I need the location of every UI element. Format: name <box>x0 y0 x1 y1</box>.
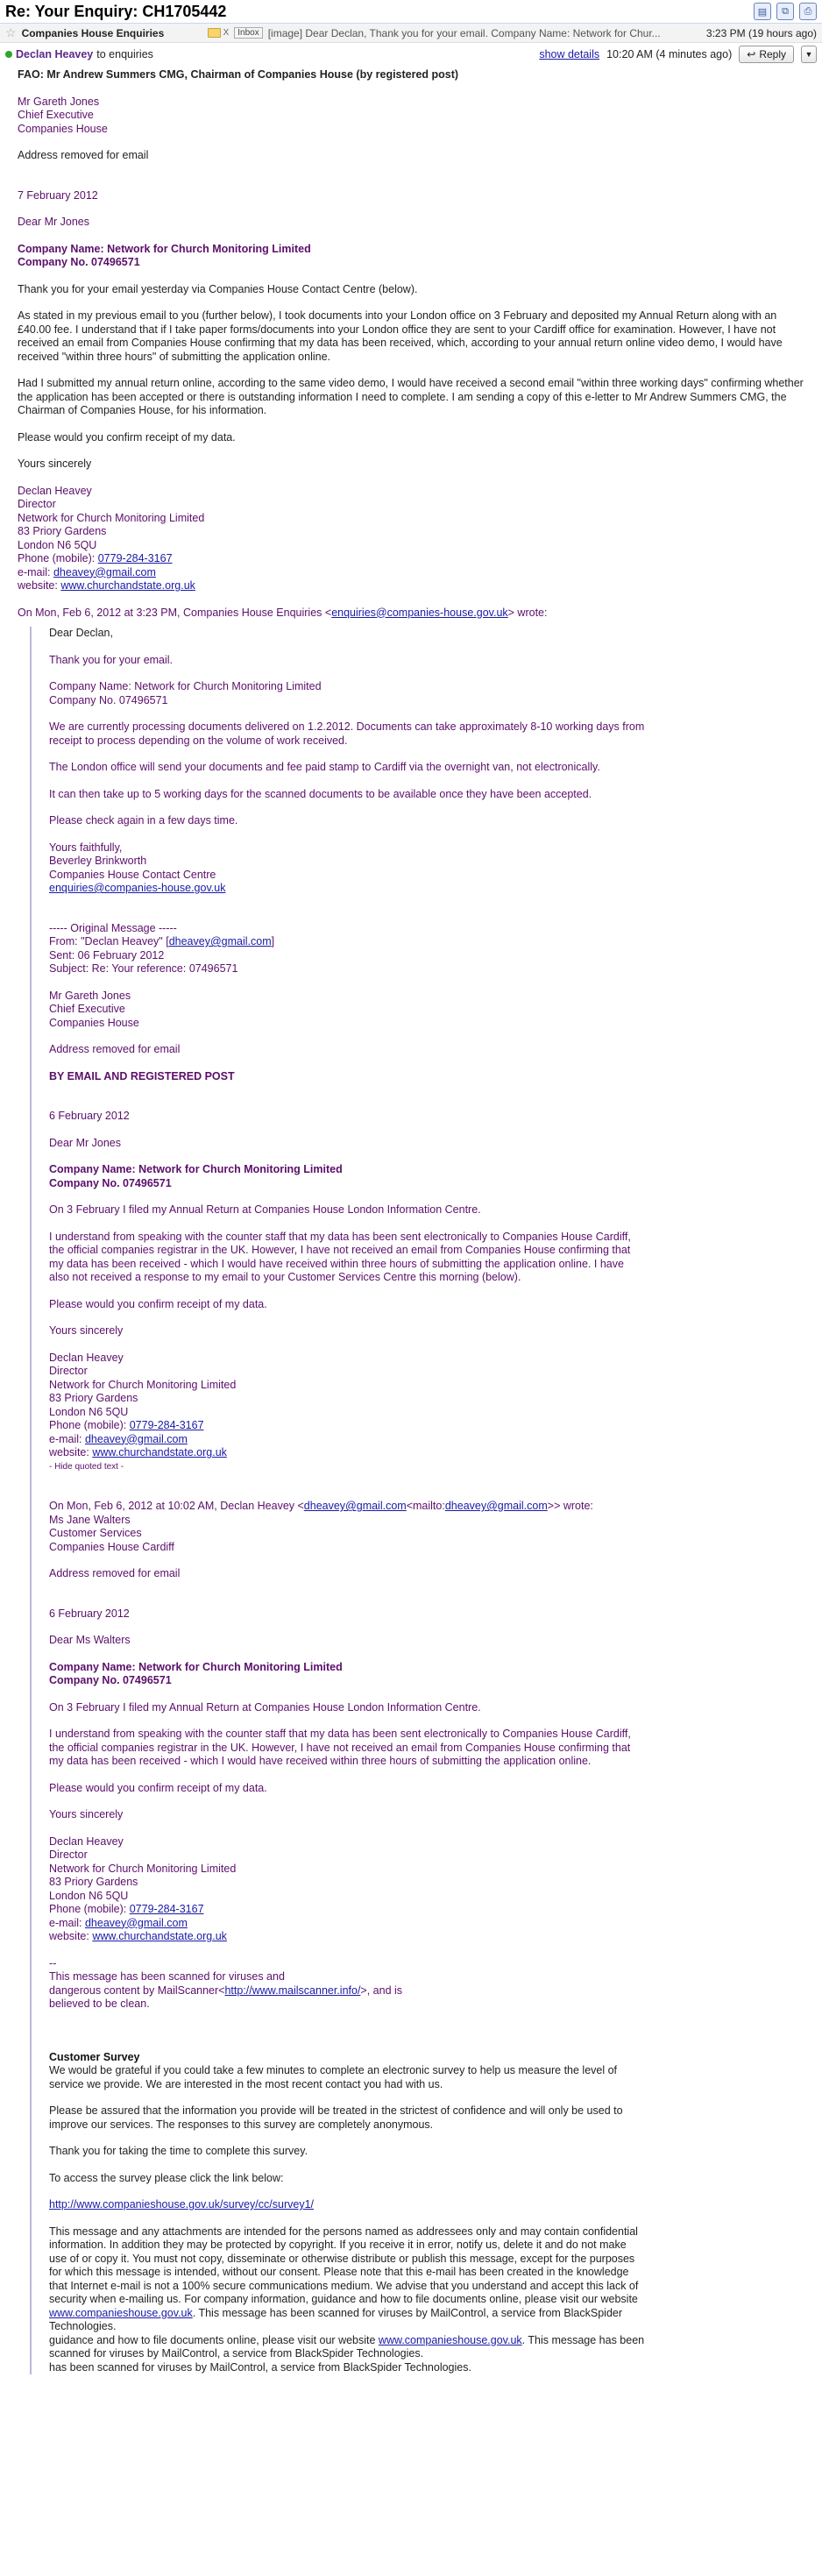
phone-link[interactable]: 0779-284-3167 <box>97 552 173 564</box>
online-status-icon <box>5 51 12 58</box>
more-actions-dropdown[interactable] <box>801 46 817 63</box>
disclaimer: This message and any attachments are intended for the persons named as addressees only and may contain confidential information. In addition they may be protected by copyright. If you receive it in error, notify us, delete it and do not make use of or copy it. You must not copy, disseminate or otherwise distribute or publish this message, except for the purposes for which this message is intended, without our consent. Please note that this e-mail has been created in the knowledge that Internet e-mail is not a 100% secure communications medium. We advise that you understand and accept this lack of security when e-mailing us. For company information, guidance and how to file documents online, please visit our website www.companieshouse.gov.uk. This message has been scanned for viruses by MailControl, a service from BlackSpider Technologies. <box>49 2225 639 2332</box>
letter-date: 7 February 2012 <box>18 188 98 202</box>
recipient-address: Mr Gareth Jones Chief Executive Companies House <box>18 95 108 135</box>
message-time: 10:20 AM (4 minutes ago) <box>606 47 733 60</box>
company-number: Company No. 07496571 <box>18 256 140 268</box>
closing: Yours sincerely <box>18 458 92 470</box>
email-link[interactable]: enquiries@companies-house.gov.uk <box>331 606 508 619</box>
fao-line: FAO: Mr Andrew Summers CMG, Chairman of Companies House (by registered post) <box>18 68 459 81</box>
email-subject: Re: Your Enquiry: CH1705442 <box>5 2 227 20</box>
website-link[interactable]: www.churchandstate.org.uk <box>92 1446 227 1458</box>
inbox-label: Inbox <box>234 27 262 39</box>
phone-link[interactable]: 0779-284-3167 <box>129 1419 204 1431</box>
paragraph: As stated in my previous email to you (further below), I took documents into your London office on 3 February and deposited my Annual Return along with an £40.00 fee. I understand that if I take paper forms/documents into your London office they are sent to your Cardiff office for examination. However, I have not received an email from Companies House confirming that my data has been received, which, according to your annual return online video demo, I would have received "within three hours" of submitting the application online. <box>18 309 783 363</box>
paragraph: Thank you for your email yesterday via Companies House Contact Centre (below). <box>18 282 418 295</box>
folder-icon <box>208 28 221 38</box>
new-window-icon[interactable]: ⧉ <box>776 3 794 20</box>
title-bar <box>0 0 822 24</box>
survey-link[interactable]: http://www.companieshouse.gov.uk/survey/cc/survey1/ <box>49 2198 314 2211</box>
customer-survey-section: Customer Survey We would be grateful if you could take a few minutes to complete an electronic survey to help us measure the level of service we provide. We are interested in the most recent contact you had with us. Please be assured that the information you provide will be treated in the strictest of confidence and will only be used to improve our services. The responses to this survey are completely anonymous. Thank you for taking the time to complete this survey. To access the survey please click the link below: http://www.companieshouse.gov.uk/survey/cc/survey1/ This message and any attachments are intended for the persons named as addressees only and may contain confidential information. In addition they may be protected by copyright. If you receive it in error, notify us, delete it and do not make use of or copy it. You must not copy, disseminate or otherwise distribute or publish this message, except for the purposes for which this message is intended, without our consent. Please note that this e-mail has been created in the knowledge that Internet e-mail is not a 100% secure communications medium. We advise that you understand and accept this lack of security when e-mailing us. For company information, guidance and how to file documents online, please visit our website www.companieshouse.gov.uk. This message has been scanned for viruses by MailControl, a service from BlackSpider Technologies. guidance and how to file documents online, please visit our website www.companieshouse.gov.uk. This message has been scanned for viruses by MailControl, a service from BlackSpider Technologies. has been scanned for viruses by MailControl, a service from BlackSpider Technologies. <box>49 2051 804 2375</box>
address-removed: Address removed for email <box>18 149 149 161</box>
email-link[interactable]: dheavey@gmail.com <box>53 565 156 578</box>
survey-title: Customer Survey <box>49 2050 140 2063</box>
expanded-message-header <box>0 43 822 65</box>
chevron-down-icon: ▼ <box>804 49 813 59</box>
label-chip-inbox[interactable] <box>234 27 262 39</box>
message-body <box>0 65 822 2374</box>
sender-name[interactable]: Declan Heavey <box>16 47 94 60</box>
phone-link[interactable]: 0779-284-3167 <box>129 1903 204 1915</box>
collapsed-message-header[interactable] <box>0 24 822 43</box>
mailscanner-link[interactable]: http://www.mailscanner.info/ <box>224 1983 361 1997</box>
email-link[interactable]: dheavey@gmail.com <box>84 1916 188 1929</box>
print-icon[interactable]: ▤ <box>754 3 771 20</box>
companieshouse-link[interactable]: www.companieshouse.gov.uk <box>49 2306 193 2319</box>
print-all-icon[interactable]: ⎙ <box>799 3 817 20</box>
message-snippet: [image] Dear Declan, Thank you for your email. Company Name: Network for Chur... <box>267 26 661 39</box>
recipient: to enquiries <box>96 47 153 60</box>
email-link[interactable]: dheavey@gmail.com <box>444 1500 548 1512</box>
paragraph: Had I submitted my annual return online, according to the same video demo, I would have received a second email "within three working days" confirming whether the application has been accepted or there is outstanding information I need to complete. I am sending a copy of this e-letter to Mr Andrew Summers CMG, the Chairman of Companies House, for his information. <box>18 377 804 416</box>
reply-label: Reply <box>759 47 786 60</box>
website-link[interactable]: www.churchandstate.org.uk <box>60 579 195 592</box>
salutation: Dear Mr Jones <box>18 216 89 228</box>
reply-button[interactable] <box>739 46 794 63</box>
remove-label-x[interactable]: X <box>223 28 230 38</box>
paragraph: Please would you confirm receipt of my data. <box>18 430 236 444</box>
label-chip-folder[interactable] <box>208 28 230 38</box>
companieshouse-link[interactable]: www.companieshouse.gov.uk <box>378 2333 522 2346</box>
company-name: Company Name: Network for Church Monitoring Limited <box>18 242 311 255</box>
email-link[interactable]: dheavey@gmail.com <box>303 1500 407 1512</box>
toolbar-icons <box>754 3 817 20</box>
original-message-header: ----- Original Message ----- From: "Declan Heavey" [dheavey@gmail.com] Sent: 06 February 2012 Subject: Re: Your reference: 07496571 Mr Gareth Jones Chief Executive Companies House Address removed for email BY EMAIL AND REGISTERED POST 6 February 2012 Dear Mr Jones Company Name: Network for Church Monitoring Limited Company No. 07496571 On 3 February I filed my Annual Return at Companies House London Information Centre. I understand from speaking with the counter staff that my data has been sent electronically to Companies House Cardiff, the official companies registrar in the UK. However, I have not received an email from Companies House confirming that my data has been received - which I would have received within three hours of submitting the application online. I have also not received a response to my email to your Customer Services Centre this morning (below). Please would you confirm receipt of my data. Yours sincerely Declan Heavey Director Network for Church Monitoring Limited 83 Priory Gardens London N6 5QU Phone (mobile): 0779-284-3167 e-mail: dheavey@gmail.com website: www.churchandstate.org.uk - Hide quoted text - On Mon, Feb 6, 2012 at 10:02 AM, Declan Heavey <dheavey@gmail.com<mailto:dheavey@gmail.com>> wrote: Ms Jane Walters Customer Services Companies House Cardiff Address removed for email 6 February 2012 Dear Ms Walters Company Name: Network for Church Monitoring Limited Company No. 07496571 On 3 February I filed my Annual Return at Companies House London Information Centre. I understand from speaking with the counter staff that my data has been sent electronically to Companies House Cardiff, the official companies registrar in the UK. However, I have not received an email from Companies House confirming that my data has been received - which I would have received within three hours of submitting the application online. Please would you confirm receipt of my data. Yours sincerely Declan Heavey Director Network for Church Monitoring Limited 83 Priory Gardens London N6 5QU Phone (mobile): 0779-284-3167 e-mail: dheavey@gmail.com website: www.churchandstate.org.uk -- This message has been scanned for viruses and dangerous content by MailScanner<http://www.mailscanner.info/>, and is believed to be clean. <box>49 922 804 2012</box>
quote-attribution: On Mon, Feb 6, 2012 at 3:23 PM, Companies House Enquiries <enquiries@companies-house.gov.uk> wrote: <box>18 606 548 619</box>
email-link[interactable]: enquiries@companies-house.gov.uk <box>49 882 226 894</box>
signature: Declan Heavey Director Network for Church Monitoring Limited 83 Priory Gardens London N6 5QU Phone (mobile): 0779-284-3167 e-mail: dheavey@gmail.com website: www.churchandstate.org.uk <box>18 484 205 592</box>
email-link[interactable]: dheavey@gmail.com <box>168 935 272 947</box>
website-link[interactable]: www.churchandstate.org.uk <box>92 1930 227 1942</box>
show-details-link[interactable]: show details <box>539 47 600 60</box>
reply-arrow-icon: ↩ <box>747 47 756 60</box>
collapsed-sender: Companies House Enquiries <box>21 26 165 39</box>
quoted-message: Dear Declan, Thank you for your email. Company Name: Network for Church Monitoring Limited Company No. 07496571 We are currently processing documents delivered on 1.2.2012. Documents can take approximately 8-10 working days from receipt to process depending on the volume of work received. The London office will send your documents and fee paid stamp to Cardiff via the overnight van, not electronically. It can then take up to 5 working days for the scanned documents to be available once they have been accepted. Please check again in a few days time. Yours faithfully, Beverley Brinkworth Companies House Contact Centre enquiries@companies-house.gov.uk ----- Original Message ----- From: "Declan Heavey" [dheavey@gmail.com] Sent: 06 February 2012 Subject: Re: Your reference: 07496571 Mr Gareth Jones Chief Executive Companies House Address removed for email BY EMAIL AND REGISTERED POST 6 February 2012 Dear Mr Jones Company Name: Network for Church Monitoring Limited Company No. 07496571 On 3 February I filed my Annual Return at Companies House London Information Centre. I understand from speaking with the counter staff that my data has been sent electronically to Companies House Cardiff, the official companies registrar in the UK. However, I have not received an email from Companies House confirming that my data has been received - which I would have received within three hours of submitting the application online. I have also not received a response to my email to your Customer Services Centre this morning (below). Please would you confirm receipt of my data. Yours sincerely Declan Heavey Director Network for Church Monitoring Limited 83 Priory Gardens London N6 5QU Phone (mobile): 0779-284-3167 e-mail: dheavey@gmail.com website: www.churchandstate.org.uk - Hide quoted text - On Mon, Feb 6, 2012 at 10:02 AM, Declan Heavey <dheavey@gmail.com<mailto:dheavey@gmail.com>> wrote: Ms Jane Walters Customer Services Companies House Cardiff Address removed for email 6 February 2012 Dear Ms Walters Company Name: Network for Church Monitoring Limited Company No. 07496571 On 3 February I filed my Annual Return at Companies House London Information Centre. I understand from speaking with the counter staff that my data has been sent electronically to Companies House Cardiff, the official companies registrar in the UK. However, I have not received an email from Companies House confirming that my data has been received - which I would have received within three hours of submitting the application online. Please would you confirm receipt of my data. Yours sincerely Declan Heavey Director Network for Church Monitoring Limited 83 Priory Gardens London N6 5QU Phone (mobile): 0779-284-3167 e-mail: dheavey@gmail.com website: www.churchandstate.org.uk -- This message has been scanned for viruses and dangerous content by MailScanner<http://www.mailscanner.info/>, and is believed to be clean. Customer Survey We would be grateful if you could take a few minutes to complete an electronic survey to help us measure the level of service we provide. We are interested in the most recent contact you had with us. Please be assured that the information you provide will be treated in the strictest of confidence and will only be used to improve our services. The responses to this survey are completely anonymous. Thank you for taking the time to complete this survey. To access the survey please click the link below: http://www.companieshouse.gov.uk/survey/cc/survey1/ This message and any attachments are intended for the persons named as addressees only and may contain confidential information. In addition they may be protected by copyright. If you receive it in error, notify us, delete it and do not make use of or copy it. You must not copy, disseminate or otherwise distribute or publish this message, except for the purposes for which this message is intended, without our consent. Please note that this e-mail has been created in the knowledge that Internet e-mail is not a 100% secure communications medium. We advise that you understand and accept this lack of security when e-mailing us. For company information, guidance and how to file documents online, please visit our website www.companieshouse.gov.uk. This message has been scanned for viruses by MailControl, a service from BlackSpider Technologies. guidance and how to file documents online, please visit our website www.companieshouse.gov.uk. This message has been scanned for viruses by MailControl, a service from BlackSpider Technologies. has been scanned for viruses by MailControl, a service from BlackSpider Technologies. <box>30 627 804 2374</box>
star-icon[interactable]: ☆ <box>5 25 17 39</box>
hide-quoted-text-link[interactable]: - Hide quoted text - <box>49 1461 124 1472</box>
collapsed-time: 3:23 PM (19 hours ago) <box>705 26 817 39</box>
email-link[interactable]: dheavey@gmail.com <box>84 1432 188 1445</box>
